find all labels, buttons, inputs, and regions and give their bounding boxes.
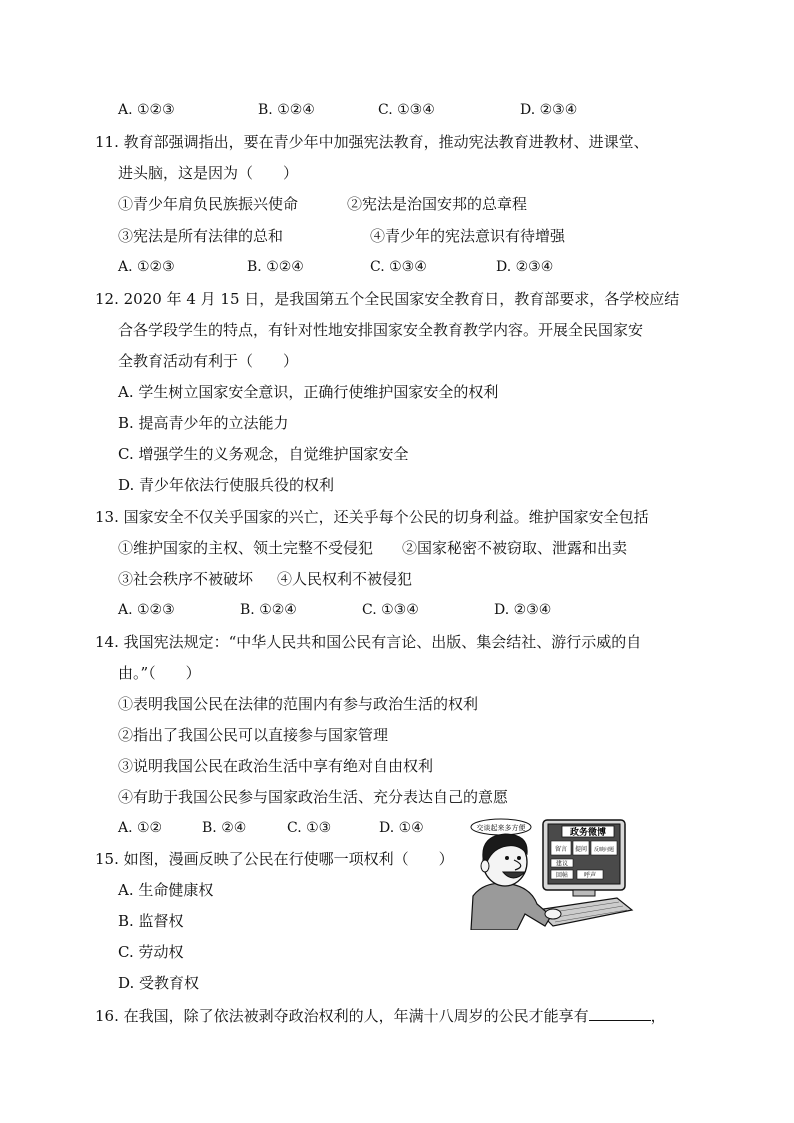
screen-item-2: 提问 <box>574 846 588 853</box>
q15-option-a: A. 生命健康权 <box>118 881 214 899</box>
q13-stem-line-1: 13. 国家安全不仅关乎国家的兴亡，还关乎每个公民的切身利益。维护国家安全包括 <box>95 508 649 526</box>
q13-option-b: B. ①②④ <box>240 602 297 618</box>
q12-stem-line-1: 12. 2020 年 4 月 15 日，是我国第五个全民国家安全教育日，教育部要求，各学校应结 <box>95 290 680 308</box>
screen-item-1: 留言 <box>554 846 568 853</box>
q16-answer-blank[interactable] <box>589 1006 651 1021</box>
q15-cartoon-illustration <box>467 818 642 930</box>
q13-statement-2: ②国家秘密不被窃取、泄露和出卖 <box>402 539 628 557</box>
q16-stem-text: 16. 在我国，除了依法被剥夺政治权利的人，年满十八周岁的公民才能享有 <box>95 1007 589 1025</box>
q14-statement-3: ③说明我国公民在政治生活中享有绝对自由权利 <box>118 757 434 775</box>
q10-option-a: A. ①②③ <box>118 102 175 118</box>
q15-option-b: B. 监督权 <box>118 912 184 930</box>
screen-item-4: 建议 <box>555 860 569 868</box>
q12-stem-line-3: 全教育活动有利于（ ） <box>118 352 299 370</box>
q16-stem <box>95 1006 666 1026</box>
q14-statement-2: ②指出了我国公民可以直接参与国家管理 <box>118 726 389 744</box>
q11-option-b: B. ①②④ <box>247 259 304 275</box>
q12-option-d: D. 青少年依法行使服兵役的权利 <box>118 476 335 494</box>
screen-item-5: 回帖 <box>555 872 569 879</box>
screen-item-6: 呼声 <box>583 872 597 879</box>
q12-stem-line-2: 合各学段学生的特点，有针对性地安排国家安全教育教学内容。开展全民国家安 <box>118 321 644 339</box>
person-hand <box>545 909 561 919</box>
q13-statement-4: ④人民权利不被侵犯 <box>277 570 413 588</box>
q13-statement-3: ③社会秩序不被破坏 <box>118 570 254 588</box>
q14-option-c: C. ①③ <box>287 820 332 836</box>
q12-option-c: C. 增强学生的义务观念，自觉维护国家安全 <box>118 445 409 463</box>
q14-option-d: D. ①④ <box>379 820 424 836</box>
q10-option-c: C. ①③④ <box>378 102 435 118</box>
q13-option-d: D. ②③④ <box>494 602 552 618</box>
q11-stem-line-2: 进头脑，这是因为（ ） <box>118 164 299 182</box>
screen-title: 政务微博 <box>569 828 607 838</box>
screen-item-3: 反映问题 <box>593 847 615 853</box>
q11-option-c: C. ①③④ <box>370 259 427 275</box>
q15-stem-line-1: 15. 如图，漫画反映了公民在行使哪一项权利（ ） <box>95 850 454 868</box>
q10-option-d: D. ②③④ <box>520 102 578 118</box>
q11-statement-2: ②宪法是治国安邦的总章程 <box>347 195 528 213</box>
q14-statement-1: ①表明我国公民在法律的范围内有参与政治生活的权利 <box>118 695 479 713</box>
q14-stem-line-1: 14. 我国宪法规定：“中华人民共和国公民有言论、出版、集会结社、游行示威的自 <box>95 633 642 651</box>
q15-option-d: D. 受教育权 <box>118 974 200 992</box>
person-body <box>471 883 551 930</box>
q10-option-b: B. ①②④ <box>258 102 315 118</box>
q13-option-a: A. ①②③ <box>118 602 175 618</box>
speech-bubble-text: 交谈起来多方便 <box>476 824 526 832</box>
q11-option-d: D. ②③④ <box>496 259 554 275</box>
q12-option-a: A. 学生树立国家安全意识，正确行使维护国家安全的权利 <box>118 383 499 401</box>
q13-statement-1: ①维护国家的主权、领土完整不受侵犯 <box>118 539 374 557</box>
q16-stem-end: ， <box>650 1007 666 1025</box>
q14-option-a: A. ①② <box>118 820 163 836</box>
q11-option-a: A. ①②③ <box>118 259 175 275</box>
q13-option-c: C. ①③④ <box>362 602 419 618</box>
q14-statement-4: ④有助于我国公民参与国家政治生活、充分表达自己的意愿 <box>118 788 509 806</box>
q12-option-b: B. 提高青少年的立法能力 <box>118 414 289 432</box>
q11-stem-line-1: 11. 教育部强调指出，要在青少年中加强宪法教育，推动宪法教育进教材、进课堂、 <box>95 133 649 151</box>
q11-statement-1: ①青少年肩负民族振兴使命 <box>118 195 299 213</box>
q11-statement-4: ④青少年的宪法意识有待增强 <box>370 227 566 245</box>
q15-option-c: C. 劳动权 <box>118 943 184 961</box>
q14-stem-line-2: 由。”（ ） <box>118 664 201 682</box>
q14-option-b: B. ②④ <box>202 820 247 836</box>
q11-statement-3: ③宪法是所有法律的总和 <box>118 227 284 245</box>
